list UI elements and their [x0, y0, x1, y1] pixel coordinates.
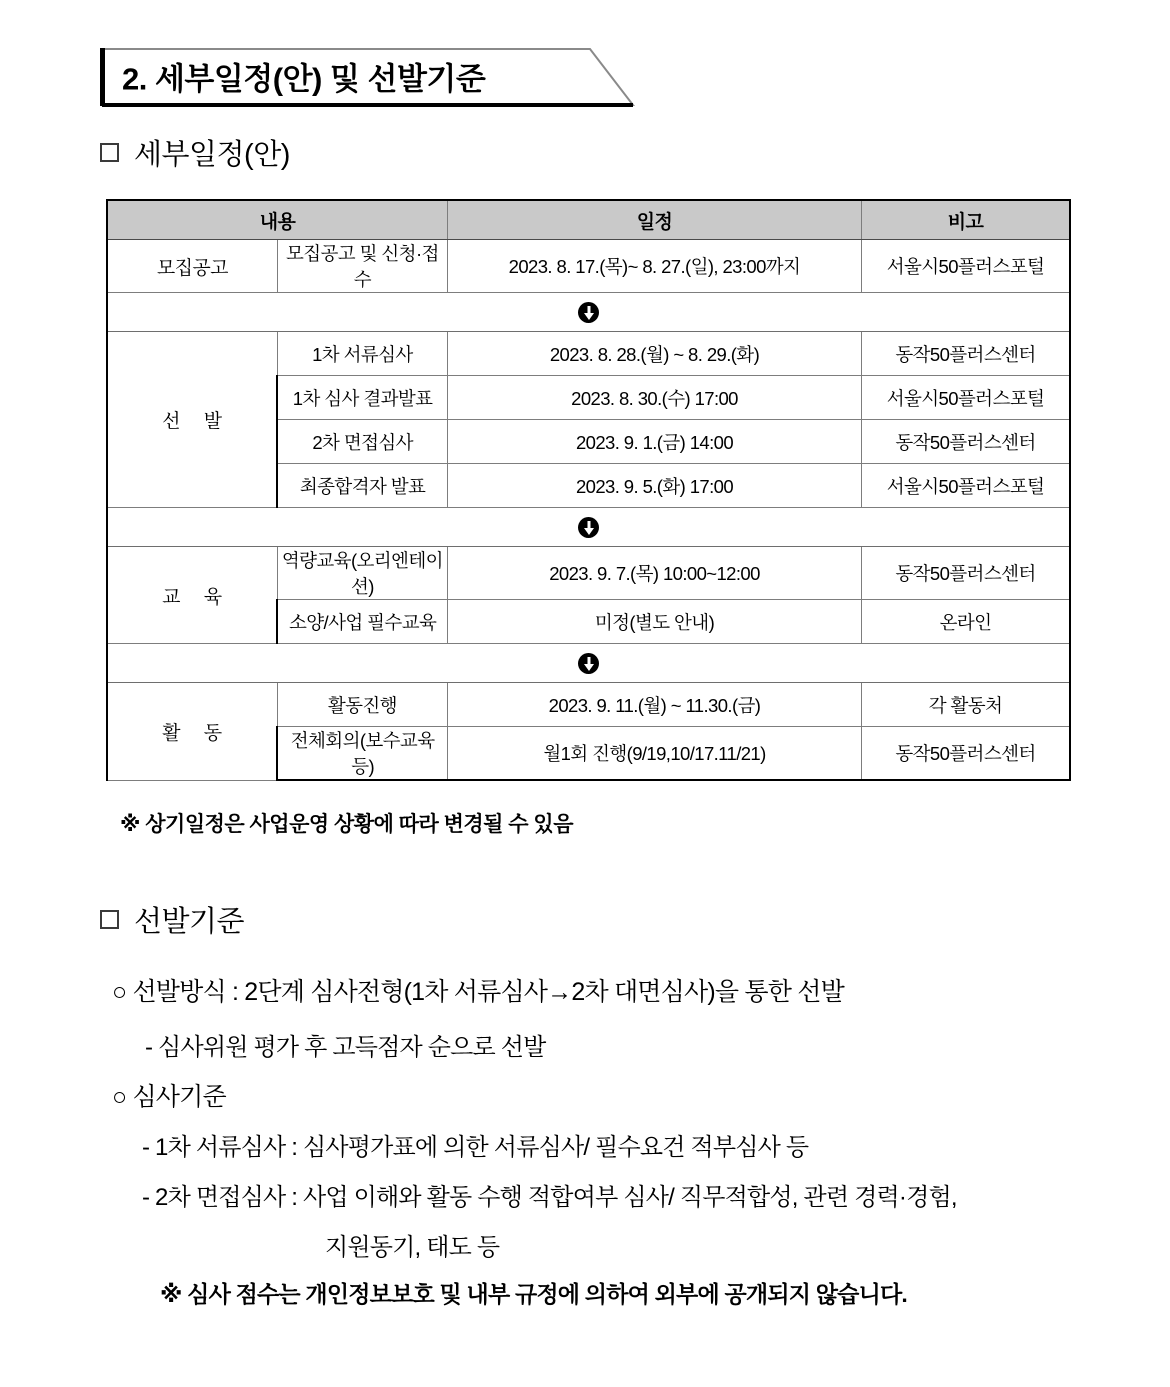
item-cell: 활동진행	[277, 683, 447, 727]
table-row	[107, 240, 1070, 293]
separator-cell	[107, 644, 1070, 683]
item-cell: 역량교육(오리엔테이션)	[277, 547, 447, 600]
item-cell: 1차 심사 결과발표	[277, 376, 447, 420]
table-row	[107, 683, 1070, 727]
criteria-standard-item-3: 지원동기, 태도 등	[325, 1234, 500, 1261]
category-cell-activity: 활 동	[107, 683, 277, 781]
date-cell: 월1회 진행(9/19,10/17.11/21)	[448, 727, 862, 781]
column-header-schedule: 일정	[448, 200, 862, 240]
heading-criteria	[100, 899, 244, 940]
note-cell: 동작50플러스센터	[862, 332, 1071, 376]
date-cell: 미정(별도 안내)	[448, 600, 862, 644]
date-cell: 2023. 8. 17.(목)~ 8. 27.(일), 23:00까지	[448, 240, 862, 293]
item-cell: 1차 서류심사	[277, 332, 447, 376]
note-cell: 온라인	[862, 600, 1071, 644]
category-cell-education: 교 육	[107, 547, 277, 644]
item-cell: 모집공고 및 신청·접수	[277, 240, 447, 293]
item-cell: 최종합격자 발표	[277, 464, 447, 508]
separator-row	[107, 644, 1070, 683]
item-cell: 전체회의(보수교육 등)	[277, 727, 447, 781]
banner-title: 2. 세부일정(안) 및 선발기준	[122, 61, 486, 97]
item-cell: 소양/사업 필수교육	[277, 600, 447, 644]
criteria-standard-bullet: ○ 심사기준	[112, 1083, 226, 1111]
date-cell: 2023. 9. 11.(월) ~ 11.30.(금)	[448, 683, 862, 727]
date-cell: 2023. 9. 5.(화) 17:00	[448, 464, 862, 508]
criteria-standard-item-2: - 2차 면접심사 : 사업 이해와 활동 수행 적합여부 심사/ 직무적합성, 관련 경력·경험,	[142, 1184, 957, 1211]
category-cell-recruitment: 모집공고	[107, 240, 277, 293]
schedule-note: ※ 상기일정은 사업운영 상황에 따라 변경될 수 있음	[120, 813, 573, 836]
down-arrow-circle-icon	[578, 653, 599, 674]
schedule-table-body	[107, 240, 1070, 781]
criteria-standard-item-1: - 1차 서류심사 : 심사평가표에 의한 서류심사/ 필수요건 적부심사 등	[142, 1134, 809, 1161]
note-cell: 각 활동처	[862, 683, 1071, 727]
heading-criteria-label: 선발기준	[134, 906, 245, 938]
separator-row	[107, 293, 1070, 332]
square-bullet-icon	[100, 143, 119, 162]
separator-cell	[107, 293, 1070, 332]
note-cell: 동작50플러스센터	[862, 727, 1071, 781]
note-cell: 동작50플러스센터	[862, 420, 1071, 464]
down-arrow-circle-icon	[578, 302, 599, 323]
criteria-method-sub: - 심사위원 평가 후 고득점자 순으로 선발	[145, 1034, 546, 1061]
column-header-note: 비고	[862, 200, 1071, 240]
note-cell: 서울시50플러스포털	[862, 376, 1071, 420]
table-row	[107, 332, 1070, 376]
note-cell: 서울시50플러스포털	[862, 464, 1071, 508]
square-bullet-icon	[100, 910, 119, 929]
date-cell: 2023. 9. 1.(금) 14:00	[448, 420, 862, 464]
schedule-table	[106, 199, 1071, 781]
separator-cell	[107, 508, 1070, 547]
note-cell: 서울시50플러스포털	[862, 240, 1071, 293]
separator-row	[107, 508, 1070, 547]
table-row	[107, 547, 1070, 600]
schedule-table-head	[107, 200, 1070, 240]
section-banner	[100, 47, 635, 107]
heading-schedule	[100, 132, 290, 173]
privacy-note: ※ 심사 점수는 개인정보보호 및 내부 규정에 의하여 외부에 공개되지 않습니다.	[160, 1281, 908, 1307]
table-header-row	[107, 200, 1070, 240]
date-cell: 2023. 8. 28.(월) ~ 8. 29.(화)	[448, 332, 862, 376]
criteria-method-bullet: ○ 선발방식 : 2단계 심사전형(1차 서류심사→2차 대면심사)을 통한 선발	[112, 978, 844, 1006]
note-cell: 동작50플러스센터	[862, 547, 1071, 600]
date-cell: 2023. 8. 30.(수) 17:00	[448, 376, 862, 420]
column-header-content: 내용	[107, 200, 448, 240]
down-arrow-circle-icon	[578, 517, 599, 538]
date-cell: 2023. 9. 7.(목) 10:00~12:00	[448, 547, 862, 600]
category-cell-selection: 선 발	[107, 332, 277, 508]
heading-schedule-label: 세부일정(안)	[134, 139, 290, 171]
item-cell: 2차 면접심사	[277, 420, 447, 464]
